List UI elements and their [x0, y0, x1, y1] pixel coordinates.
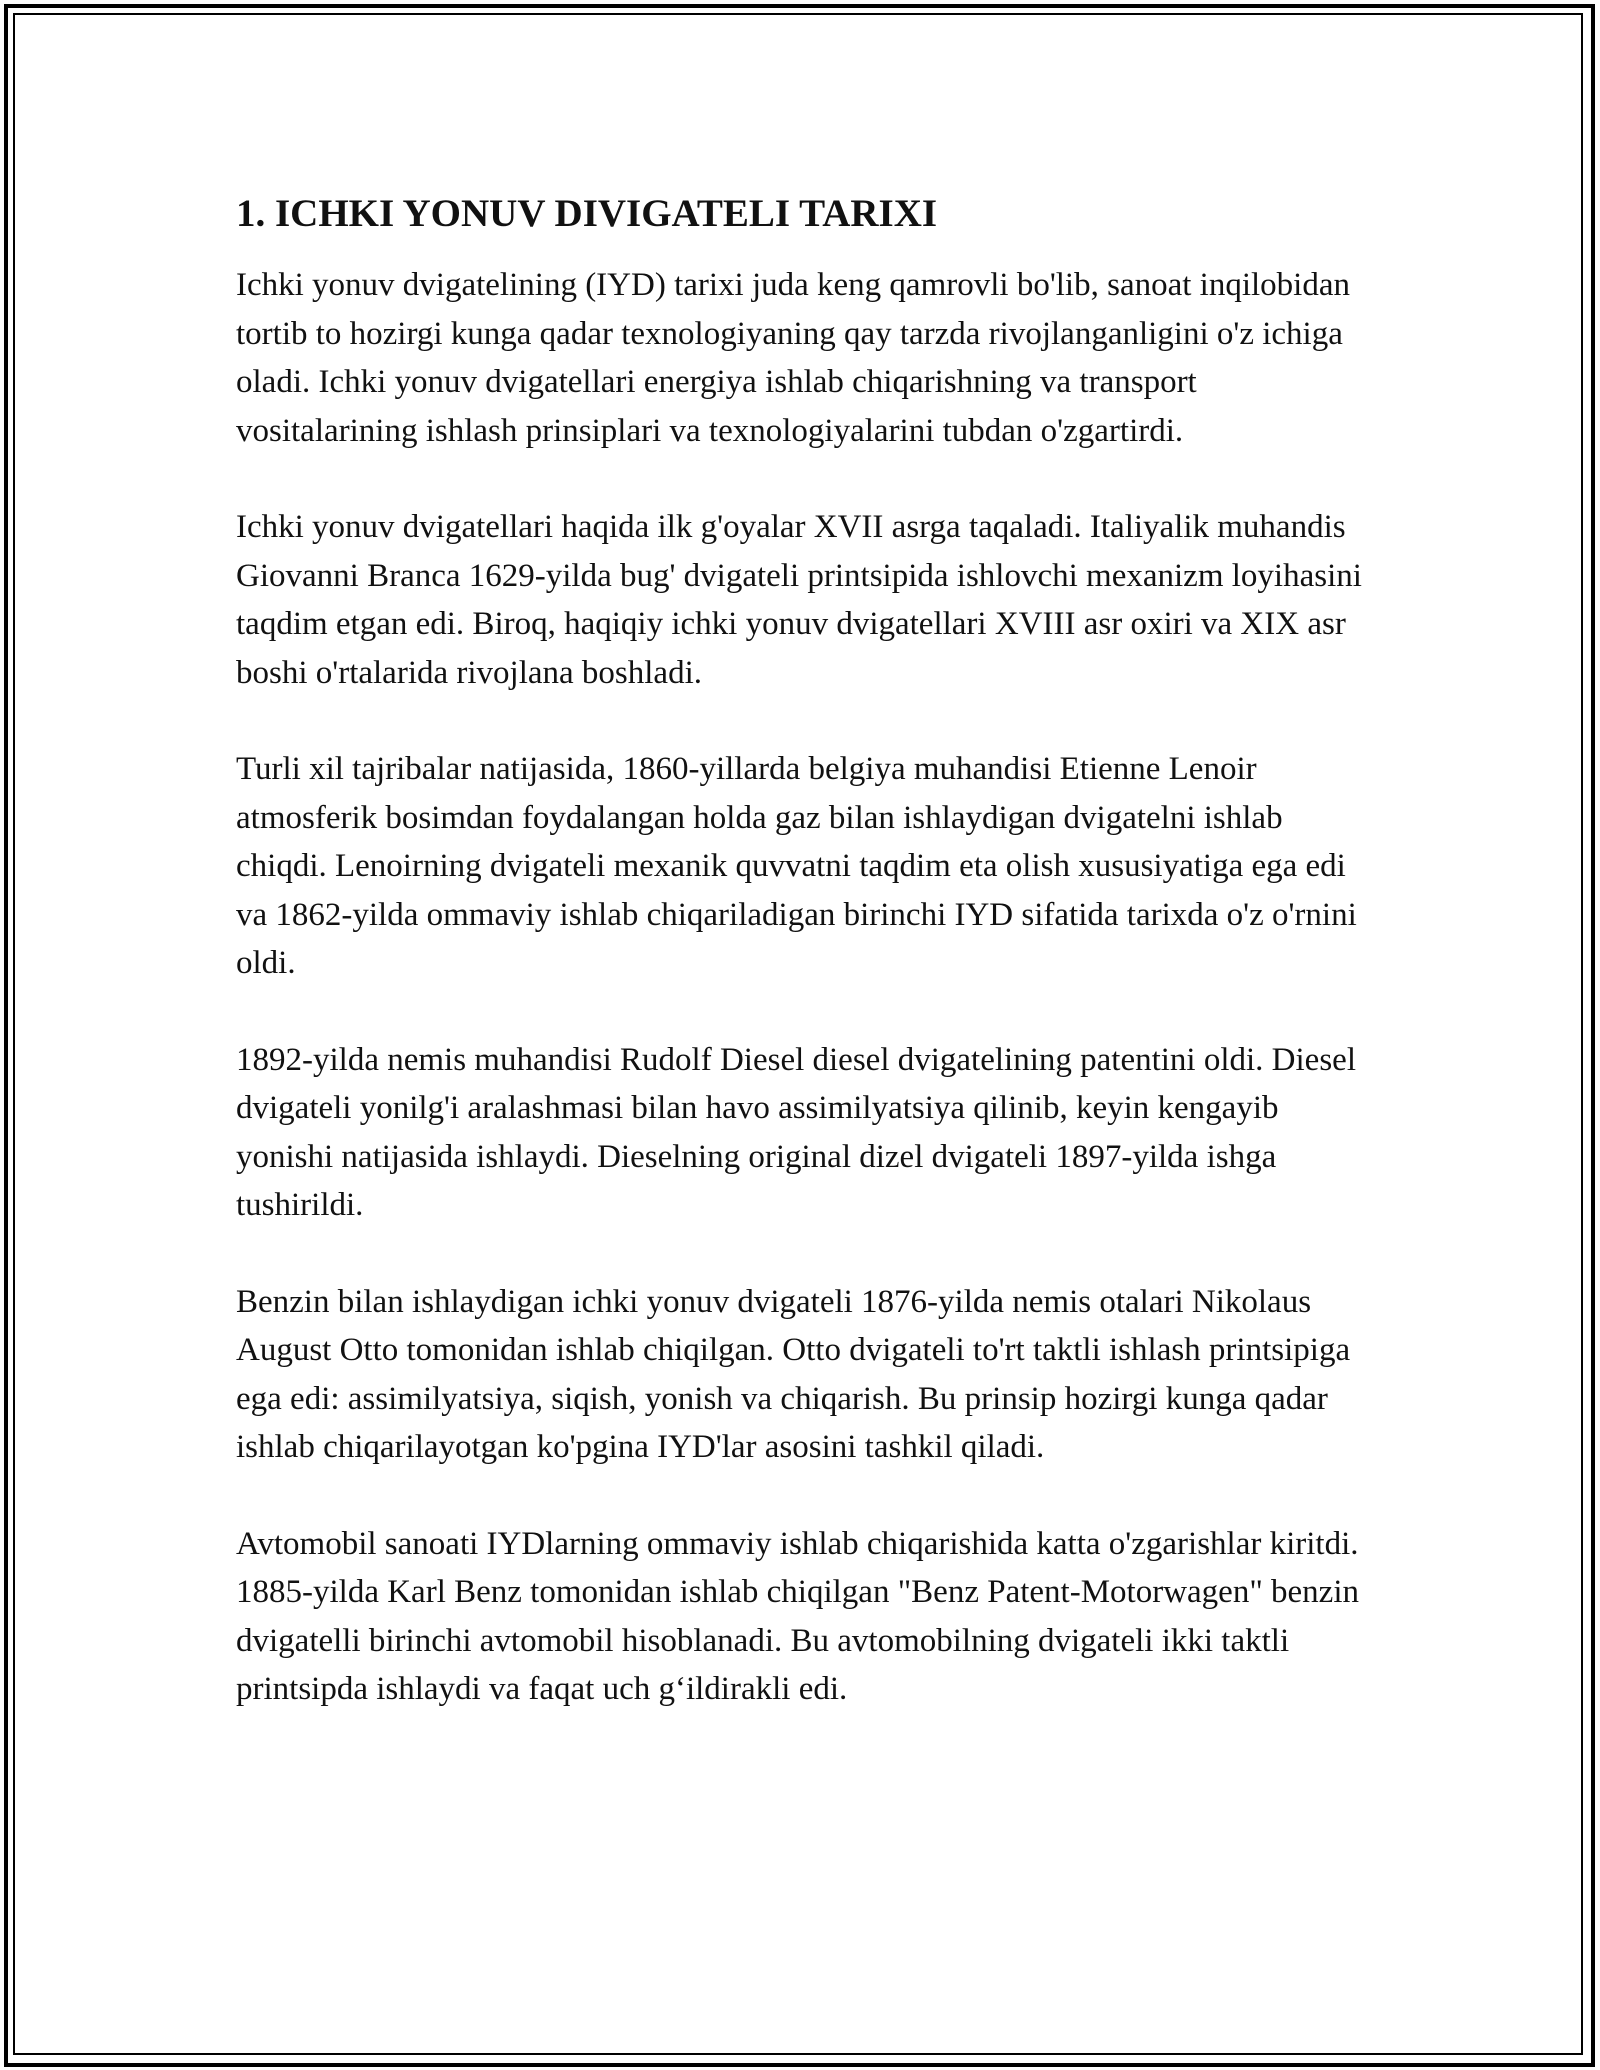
paragraph-5: Benzin bilan ishlaydigan ichki yonuv dvigateli 1876-yilda nemis otalari Nikolaus August Otto tomonidan ishlab chiqilgan. Otto dvigateli to'rt taktli ishlash printsipiga ega edi: assimilyatsiya, siqish, yonish va chiqarish. Bu prinsip hozirgi kunga qadar ishlab chiqarilayotgan ko'pgina IYD'lar asosini tashkil qiladi. [236, 1283, 1351, 1465]
paragraph-6: Avtomobil sanoati IYDlarning ommaviy ishlab chiqarishida katta o'zgarishlar kiritdi. 1885-yilda Karl Benz tomonidan ishlab chiqilgan "Benz Patent-Motorwagen" benzin dvigatelli birinchi avtomobil hisoblanadi. Bu avtomobilning dvigateli ikki taktli printsipda ishlaydi va faqat uch g‘ildirakli edi. [236, 1525, 1359, 1707]
document-body [236, 185, 1376, 1762]
paragraph-4: 1892-yilda nemis muhandisi Rudolf Diesel diesel dvigatelining patentini oldi. Diesel dvigateli yonilg'i aralashmasi bilan havo assimilyatsiya qilinib, keyin kengayib yonishi natijasida ishlaydi. Dieselning original dizel dvigateli 1897-yilda ishga tushirildi. [236, 1041, 1356, 1223]
paragraph-1: Ichki yonuv dvigatelining (IYD) tarixi juda keng qamrovli bo'lib, sanoat inqilobidan tortib to hozirgi kunga qadar texnologiyaning qay tarzda rivojlanganligini o'z ichiga oladi. Ichki yonuv dvigatellari energiya ishlab chiqarishning va transport vositalarining ishlash prinsiplari va texnologiyalarini tubdan o'zgartirdi. [236, 267, 1350, 449]
section-heading: 1. ICHKI YONUV DIVIGATELI TARIXI [236, 192, 938, 235]
paragraph-3: Turli xil tajribalar natijasida, 1860-yillarda belgiya muhandisi Etienne Lenoir atmosferik bosimdan foydalangan holda gaz bilan ishlaydigan dvigatelni ishlab chiqdi. Lenoirning dvigateli mexanik quvvatni taqdim eta olish xususiyatiga ega edi va 1862-yilda ommaviy ishlab chiqariladigan birinchi IYD sifatida tarixda o'z o'rnini oldi. [236, 751, 1357, 981]
paragraph-2: Ichki yonuv dvigatellari haqida ilk g'oyalar XVII asrga taqaladi. Italiyalik muhandis Giovanni Branca 1629-yilda bug' dvigateli printsipida ishlovchi mexanizm loyihasini taqdim etgan edi. Biroq, haqiqiy ichki yonuv dvigatellari XVIII asr oxiri va XIX asr boshi o'rtalarida rivojlana boshladi. [236, 509, 1362, 691]
